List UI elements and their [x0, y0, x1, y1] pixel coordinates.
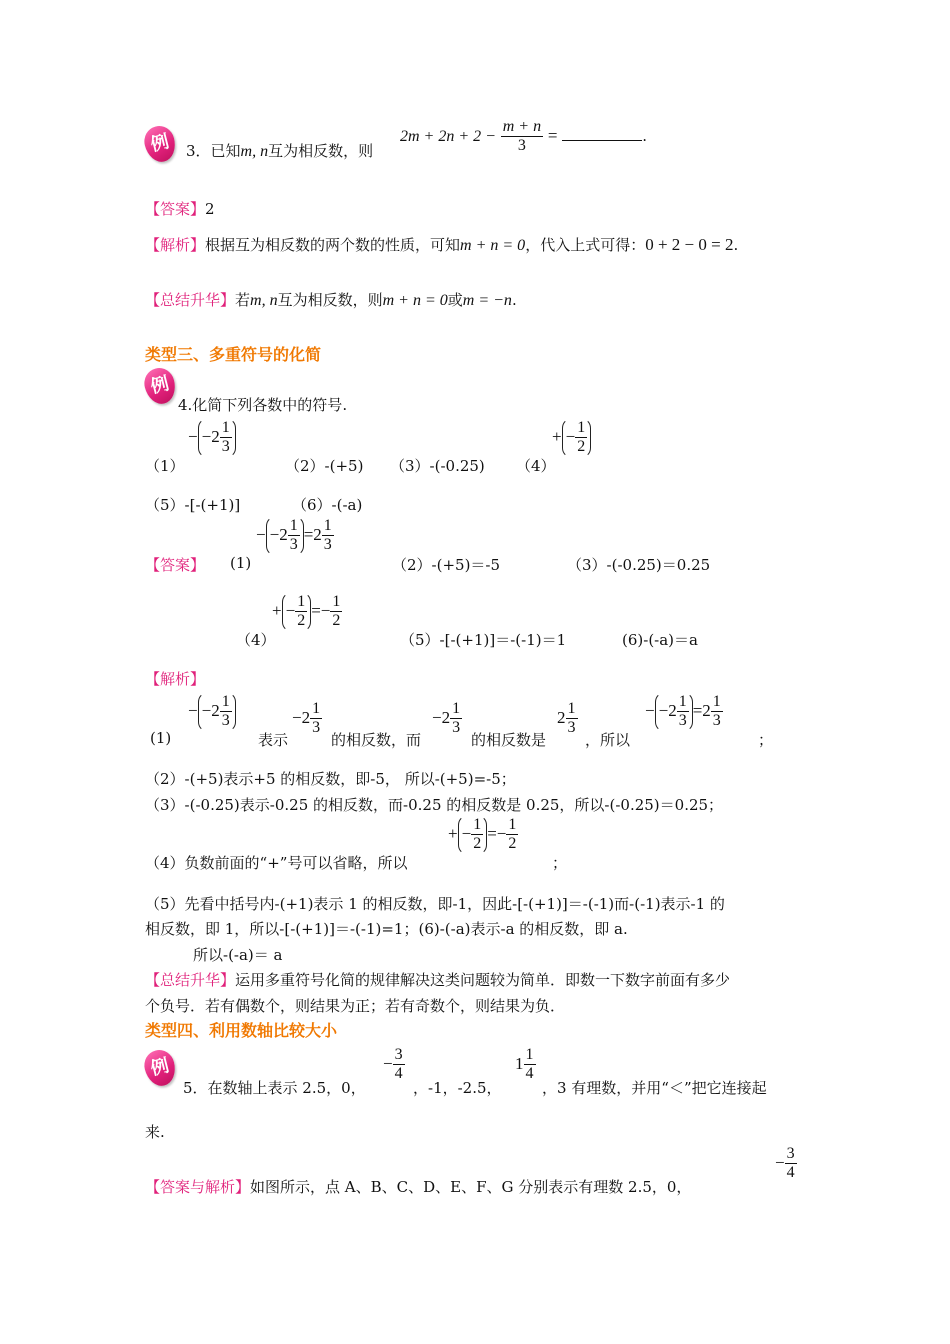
frac-den: 3: [678, 712, 687, 730]
frac-den: 2: [332, 612, 341, 630]
frac-den: 3: [712, 712, 721, 730]
frac-num: 1: [330, 593, 342, 612]
ex4-answer1-label: (1): [230, 554, 252, 572]
ex3-analysis-expr: m + n = 0: [460, 237, 526, 254]
frac-num: 1: [288, 517, 300, 536]
frac-num: 1: [506, 816, 518, 835]
paren: [458, 815, 488, 855]
ex3-answer: [145, 198, 215, 219]
ex3-answer-blank[interactable]: [562, 126, 642, 141]
ex4-answer-tag: 【答案】: [145, 556, 206, 574]
ex4-item2: （2）-(+5): [285, 457, 364, 475]
frac-num: 1: [220, 693, 232, 712]
sym-eq: =: [303, 524, 314, 544]
ex3-fraction: [501, 118, 543, 156]
ex3-summary: [145, 289, 517, 310]
frac-num: 3: [785, 1145, 797, 1164]
example-badge-icon: 例: [141, 123, 179, 165]
frac-den: 3: [221, 712, 230, 730]
mixed-whole: 2: [557, 707, 566, 727]
sym-eq: =: [692, 700, 703, 720]
ex4-item1-expr: [188, 418, 236, 458]
ex4-analysis1-t3: 的相反数是: [471, 731, 547, 749]
frac-den: 3: [452, 719, 461, 737]
ex3-analysis-end: .: [733, 236, 739, 254]
mixed-whole: 1: [515, 1053, 524, 1073]
ex3-analysis-text: 根据互为相反数的两个数的性质，可知: [205, 236, 461, 254]
ex4-analysis1-end: ；: [758, 731, 774, 749]
fraction: [711, 693, 723, 731]
mixed-whole: 2: [702, 700, 711, 720]
ex3-summary-or: 或: [447, 291, 463, 309]
ex4-summary-line2: 个负号．若有偶数个，则结果为正；若有奇数个，则结果为负．: [145, 997, 566, 1015]
ex3-analysis-expr2: 0 + 2 − 0 = 2: [645, 235, 734, 254]
ex4-analysis4-end: ；: [552, 854, 568, 872]
ex3-analysis: [145, 234, 738, 255]
fraction: [677, 693, 689, 731]
fraction: [330, 593, 342, 631]
frac-num: 1: [524, 1046, 536, 1065]
frac-den: 2: [577, 438, 586, 456]
ex3-answer-tag: 【答案】: [145, 200, 206, 218]
frac-num: 3: [393, 1046, 405, 1065]
ex4-analysis1-expr-a: [188, 692, 236, 732]
mixed-whole: 2: [301, 707, 311, 727]
frac-den: 3: [221, 438, 230, 456]
ex4-item4-expr: [552, 418, 591, 458]
paren: [198, 418, 236, 458]
ex4-analysis-tag: 【解析】: [145, 670, 206, 688]
mixed-whole: 2: [313, 524, 322, 544]
frac-num: 1: [322, 517, 334, 536]
ex4-analysis1-t1: 表示: [258, 731, 289, 749]
ex4-answer6: (6)-(-a)＝a: [622, 631, 698, 649]
ex3-expression: [400, 118, 647, 156]
fraction: [575, 419, 587, 457]
fraction: [322, 517, 334, 555]
ex3-answer-value: 2: [205, 200, 215, 218]
sym-minus: −: [775, 1152, 785, 1172]
paren: [282, 592, 312, 632]
paren: [198, 692, 236, 732]
sym-minus: −: [292, 707, 302, 727]
type3-heading: 类型三、多重符号的化简: [145, 345, 322, 364]
ex5-question-pre: 5．在数轴上表示 2.5，0，: [183, 1079, 366, 1097]
fraction: [506, 816, 518, 854]
sym-minus: −: [269, 524, 280, 544]
frac-den: 3: [289, 536, 298, 554]
ex3-q-mid: 互为相反数，则: [268, 142, 374, 160]
fraction: [220, 693, 232, 731]
sym-plus: +: [552, 426, 562, 446]
mixed-whole: 2: [211, 700, 220, 720]
sym-minus: −: [565, 426, 576, 446]
ex3-summary-expr1: m + n = 0: [382, 292, 448, 309]
ex3-analysis-text2: ，代入上式可得：: [525, 236, 646, 254]
ex3-analysis-tag: 【解析】: [145, 236, 206, 254]
ex5-answer-tag: 【答案与解析】: [145, 1178, 251, 1196]
fraction: [220, 419, 232, 457]
fraction: [471, 816, 483, 854]
type4-heading: 类型四、利用数轴比较大小: [145, 1021, 338, 1040]
frac-den: 3: [312, 719, 321, 737]
ex3-end: .: [642, 126, 648, 145]
ex4-summary-line1: [145, 969, 730, 990]
ex4-analysis4-expr: [448, 815, 518, 855]
paren: [562, 418, 592, 458]
frac-num: 1: [310, 700, 322, 719]
sym-minus: −: [188, 700, 198, 720]
ex4-answer5: （5）-[-(+1)]＝-(-1)＝1: [400, 631, 567, 649]
ex5-question-mid: ，-1，-2.5，: [413, 1079, 502, 1097]
sym-minus: −: [658, 700, 669, 720]
ex4-question: 4.化简下列各数中的符号.: [178, 396, 348, 414]
ex4-analysis1-t4: ，所以: [585, 731, 631, 749]
ex3-summary-mid: 互为相反数，则: [277, 291, 383, 309]
ex4-item3: （3）-(-0.25): [390, 457, 485, 475]
fraction: [393, 1046, 405, 1084]
frac-num: 1: [471, 816, 483, 835]
sym-minus: −: [201, 426, 212, 446]
mixed-whole: 2: [211, 426, 220, 446]
ex5-question-line2: 来.: [145, 1123, 165, 1141]
frac-den: 2: [508, 835, 517, 853]
mixed-whole: 2: [441, 707, 451, 727]
ex3-vars: m, n: [240, 143, 269, 160]
ex4-item4-label: （4）: [516, 457, 556, 475]
ex4-item5: （5）-[-(+1)]: [145, 496, 241, 514]
ex5-question-post: ，3 有理数，并用“＜”把它连接起: [542, 1079, 767, 1097]
ex4-analysis4-text: （4）负数前面的“+”号可以省略，所以: [145, 854, 408, 872]
sym-minus: −: [645, 700, 655, 720]
fraction: [785, 1145, 797, 1183]
fraction: [524, 1046, 536, 1084]
frac-den: 2: [297, 612, 306, 630]
fraction: [310, 700, 322, 738]
sym-minus: −: [320, 600, 331, 620]
frac-num: 1: [220, 419, 232, 438]
frac-den: 3: [323, 536, 332, 554]
example-badge-icon: 例: [141, 365, 179, 407]
ex3-frac-den: 3: [517, 137, 526, 155]
ex4-analysis5-line2: 相反数，即 1，所以-[-(+1)]＝-(-1)=1；(6)-(-a)表示-a 的相反数，即 a.: [145, 920, 628, 938]
ex3-summary-expr2: m = −n: [462, 292, 512, 309]
frac-num: 1: [575, 419, 587, 438]
ex3-frac-num: m + n: [501, 118, 543, 137]
ex4-answer1-expr: [256, 516, 334, 556]
ex4-analysis1-expr-b: [292, 700, 322, 738]
sym-minus: −: [432, 707, 442, 727]
ex4-item1-label: （1）: [145, 457, 185, 475]
frac-den: 4: [786, 1164, 795, 1182]
ex5-answer: [145, 1176, 691, 1197]
ex5-answer-text: 如图所示，点 A、B、C、D、E、F、G 分别表示有理数 2.5，0，: [250, 1178, 692, 1196]
mixed-whole: 2: [279, 524, 288, 544]
frac-den: 4: [525, 1065, 534, 1083]
sym-minus: −: [188, 426, 198, 446]
paren: [266, 516, 304, 556]
ex4-analysis3: （3）-(-0.25)表示-0.25 的相反数，而-0.25 的相反数是 0.25，所以-(-0.25)＝0.25；: [145, 796, 724, 814]
sym-eq: =: [487, 823, 497, 843]
ex3-summary-end: .: [511, 291, 517, 309]
frac-den: 3: [567, 719, 576, 737]
frac-den: 2: [473, 835, 482, 853]
ex3-summary-pre: 若: [235, 291, 251, 309]
sym-minus: −: [285, 600, 296, 620]
ex4-summary-text1: 运用多重符号化简的规律解决这类问题较为简单．即数一下数字前面有多少: [235, 971, 731, 989]
sym-minus: −: [256, 524, 266, 544]
frac-num: 1: [711, 693, 723, 712]
fraction: [450, 700, 462, 738]
ex4-analysis1-expr-c: [432, 700, 462, 738]
sym-eq: =: [311, 600, 321, 620]
ex3-expr-head: 2m + 2n + 2 −: [400, 127, 496, 145]
frac-num: 1: [566, 700, 578, 719]
ex3-summary-tag: 【总结升华】: [145, 291, 236, 309]
ex4-answer4-label: （4）: [236, 631, 276, 649]
ex4-analysis6: 所以-(-a)＝ a: [193, 946, 283, 964]
ex4-answer2: （2）-(+5)＝-5: [392, 556, 501, 574]
ex5-mixed-one-quarter: [515, 1046, 536, 1084]
frac-num: 1: [677, 693, 689, 712]
ex3-q-prefix: 3．已知: [186, 142, 241, 160]
ex3-summary-vars: m, n: [250, 292, 278, 309]
ex4-analysis1-label: (1): [150, 729, 172, 747]
ex4-analysis5-line1: （5）先看中括号内-(+1)表示 1 的相反数，即-1，因此-[-(+1)]＝-(-1)而-(-1)表示-1 的: [145, 895, 725, 913]
fraction: [566, 700, 578, 738]
frac-num: 1: [450, 700, 462, 719]
ex3-question: [186, 140, 373, 161]
paren: [655, 692, 693, 732]
ex4-analysis1-expr-d: [557, 700, 578, 738]
ex4-analysis2: （2）-(+5)表示+5 的相反数，即-5， 所以-(+5)=-5；: [145, 770, 516, 788]
sym-plus: +: [448, 823, 458, 843]
sym-minus: −: [383, 1053, 393, 1073]
ex4-summary-tag: 【总结升华】: [145, 971, 236, 989]
mixed-whole: 2: [668, 700, 677, 720]
ex4-analysis1-t2: 的相反数，而: [331, 731, 422, 749]
ex4-item6: （6）-(-a): [292, 496, 363, 514]
frac-den: 4: [394, 1065, 403, 1083]
frac-num: 1: [295, 593, 307, 612]
fraction: [295, 593, 307, 631]
sym-minus: −: [496, 823, 507, 843]
sym-minus: −: [201, 700, 212, 720]
example-badge-icon: 例: [141, 1047, 179, 1089]
sym-plus: +: [272, 600, 282, 620]
ex4-analysis1-expr-e: [645, 692, 723, 732]
ex5-answer-frac: [775, 1145, 797, 1183]
ex4-answer4-expr: [272, 592, 342, 632]
ex5-frac-neg-three-quarters: [383, 1046, 405, 1084]
fraction: [288, 517, 300, 555]
ex4-answer3: （3）-(-0.25)＝0.25: [567, 556, 711, 574]
sym-minus: −: [461, 823, 472, 843]
ex3-eq: =: [547, 125, 558, 145]
